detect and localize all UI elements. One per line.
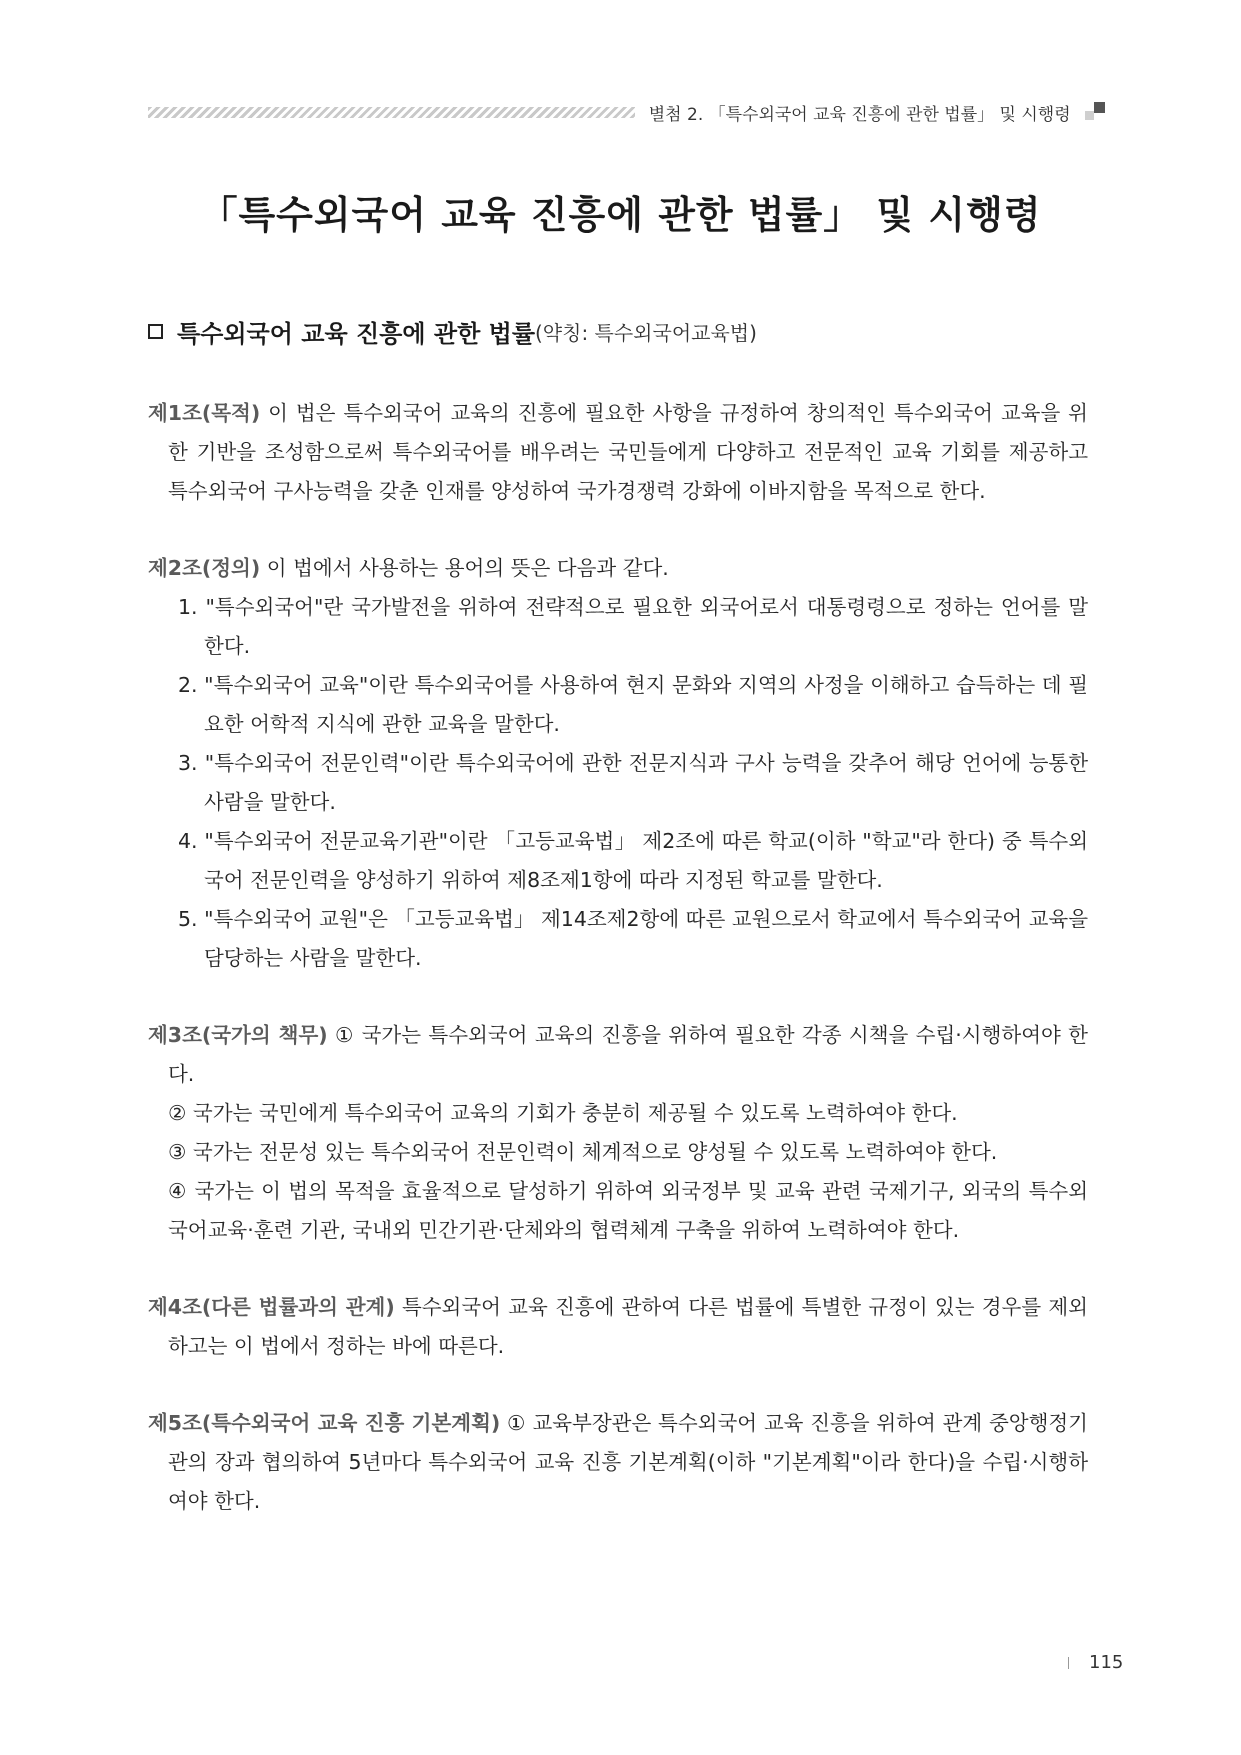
document-body	[148, 394, 1088, 1559]
article-text: 이 법은 특수외국어 교육의 진흥에 필요한 사항을 규정하여 창의적인 특수외국어 교육을 위한 기반을 조성함으로써 특수외국어를 배우려는 국민들에게 다양하고 전문적인 교육 기회를 제공하고 특수외국어 구사능력을 갖춘 인재를 양성하여 국가경쟁력 강화에 이바지함을 목적으로 한다.	[168, 401, 1088, 503]
definition-list	[168, 588, 1088, 978]
square-bullet-icon	[148, 324, 163, 339]
article-3	[148, 1016, 1088, 1250]
page-number	[1068, 1652, 1123, 1673]
corner-squares-icon	[1085, 102, 1108, 122]
section-heading-main: 특수외국어 교육 진흥에 관한 법률	[177, 320, 535, 348]
page-number-text: 115	[1089, 1652, 1124, 1673]
article-text: ① 국가는 특수외국어 교육의 진흥을 위하여 필요한 각종 시책을 수립·시행하여야 한다.	[168, 1023, 1088, 1086]
document-title: 「특수외국어 교육 진흥에 관한 법률」 및 시행령	[199, 193, 1042, 237]
article-text: ① 교육부장관은 특수외국어 교육 진흥을 위하여 관계 중앙행정기관의 장과 협의하여 5년마다 특수외국어 교육 진흥 기본계획(이하 "기본계획"이라 한다)을 수립·시행하여야 한다.	[168, 1411, 1088, 1513]
article-text: 이 법에서 사용하는 용어의 뜻은 다음과 같다.	[266, 556, 669, 580]
article-paragraph: ② 국가는 국민에게 특수외국어 교육의 기회가 충분히 제공될 수 있도록 노력하여야 한다.	[168, 1101, 958, 1125]
article-text: 특수외국어 교육 진흥에 관하여 다른 법률에 특별한 규정이 있는 경우를 제외하고는 이 법에서 정하는 바에 따른다.	[168, 1295, 1088, 1358]
article-title: 제2조(정의)	[148, 556, 261, 580]
article-title: 제1조(목적)	[148, 401, 261, 425]
running-head-text: 별첨 2. 「특수외국어 교육 진흥에 관한 법률」 및 시행령	[648, 104, 1071, 125]
running-header	[148, 96, 1108, 128]
article-4	[148, 1288, 1088, 1366]
article-paragraph: ③ 국가는 전문성 있는 특수외국어 전문인력이 체계적으로 양성될 수 있도록 노력하여야 한다.	[168, 1140, 998, 1164]
list-item: 1. "특수외국어"란 국가발전을 위하여 전략적으로 필요한 외국어로서 대통령령으로 정하는 언어를 말한다.	[178, 595, 1088, 658]
article-title: 제3조(국가의 책무)	[148, 1023, 328, 1047]
header-hatch-bar	[148, 107, 635, 118]
section-heading-abbreviation: (약칭: 특수외국어교육법)	[535, 321, 757, 345]
article-5	[148, 1404, 1088, 1521]
list-item: 5. "특수외국어 교원"은 「고등교육법」 제14조제2항에 따른 교원으로서 학교에서 특수외국어 교육을 담당하는 사람을 말한다.	[178, 907, 1088, 970]
article-title: 제5조(특수외국어 교육 진흥 기본계획)	[148, 1411, 501, 1435]
section-heading	[148, 314, 757, 349]
article-1	[148, 394, 1088, 511]
article-paragraph: ④ 국가는 이 법의 목적을 효율적으로 달성하기 위하여 외국정부 및 교육 관련 국제기구, 외국의 특수외국어교육·훈련 기관, 국내외 민간기관·단체와의 협력체계 구축을 위하여 노력하여야 한다.	[168, 1179, 1088, 1242]
list-item: 2. "특수외국어 교육"이란 특수외국어를 사용하여 현지 문화와 지역의 사정을 이해하고 습득하는 데 필요한 어학적 지식에 관한 교육을 말한다.	[178, 673, 1088, 736]
article-title: 제4조(다른 법률과의 관계)	[148, 1295, 395, 1319]
article-2	[148, 549, 1088, 978]
list-item: 3. "특수외국어 전문인력"이란 특수외국어에 관한 전문지식과 구사 능력을 갖추어 해당 언어에 능통한 사람을 말한다.	[178, 751, 1088, 814]
list-item: 4. "특수외국어 전문교육기관"이란 「고등교육법」 제2조에 따른 학교(이하 "학교"라 한다) 중 특수외국어 전문인력을 양성하기 위하여 제8조제1항에 따라 지정된 학교를 말한다.	[178, 829, 1088, 892]
page-number-divider	[1068, 1657, 1069, 1669]
